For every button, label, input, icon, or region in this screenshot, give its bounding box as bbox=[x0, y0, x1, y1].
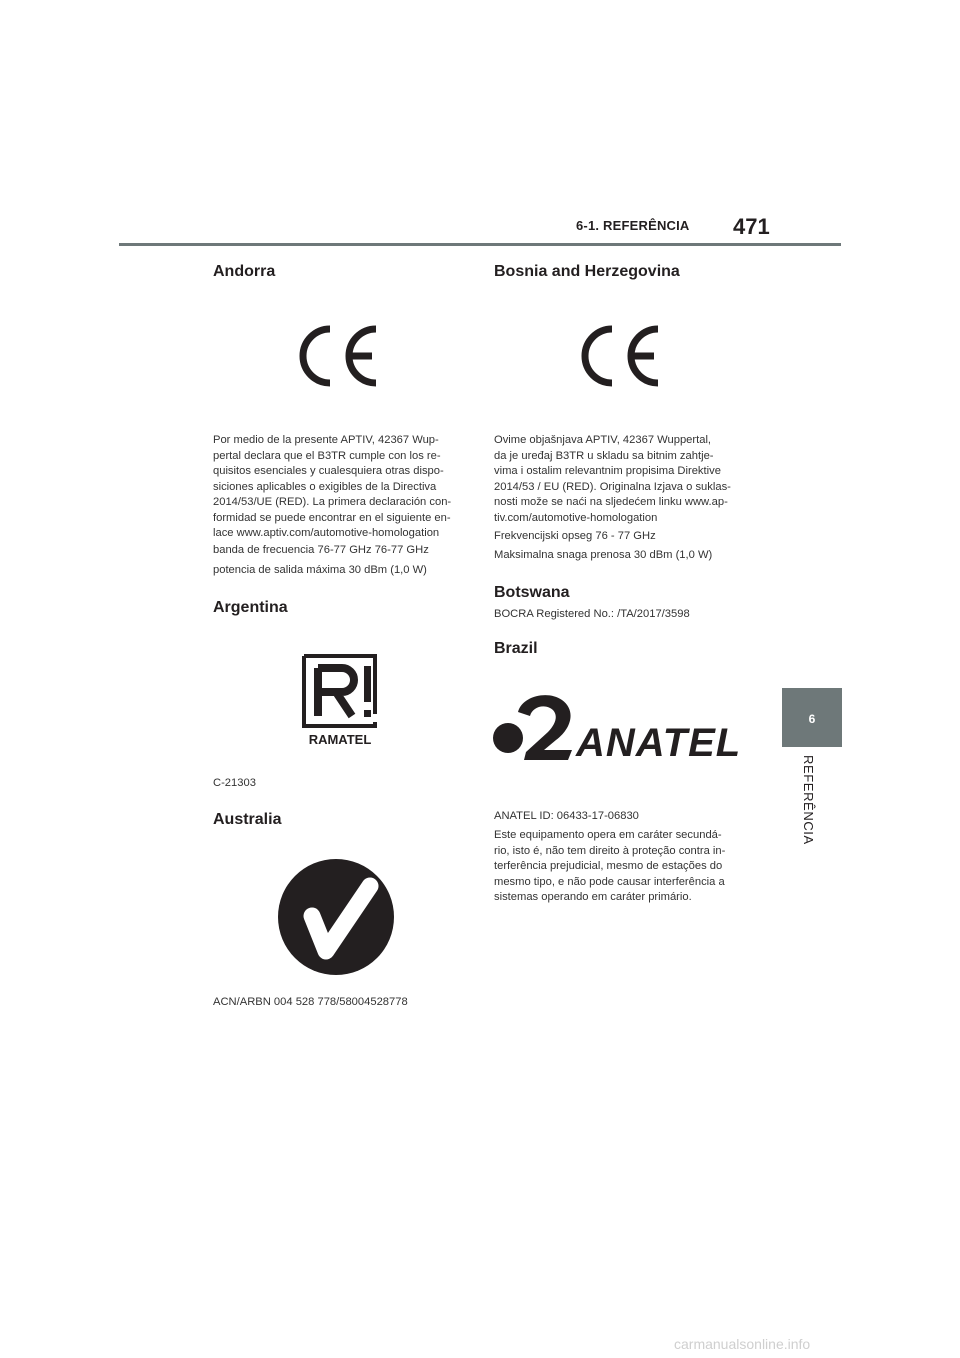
brazil-body: Este equipamento opera em caráter secundá- rio, isto é, não tem direito à proteção contra in- terferência prejudicial, mesmo de estações do mesmo tipo, e não pode causar interferência a sistemas operando em caráter primário. bbox=[494, 829, 726, 903]
chapter-tab bbox=[782, 688, 842, 747]
bosnia-heading: Bosnia and Herzegovina bbox=[494, 263, 680, 280]
svg-text:ANATEL: ANATEL bbox=[576, 721, 742, 762]
argentina-code: C-21303 bbox=[213, 777, 256, 789]
anatel-logo-icon bbox=[492, 692, 748, 762]
andorra-heading: Andorra bbox=[213, 263, 276, 280]
ce-mark-icon bbox=[576, 323, 664, 389]
page-number: 471 bbox=[733, 214, 770, 239]
botswana-heading: Botswana bbox=[494, 584, 570, 601]
svg-text:RAMATEL: RAMATEL bbox=[308, 732, 372, 747]
chapter-side-label bbox=[794, 755, 818, 875]
bosnia-power: Maksimalna snaga prenosa 30 dBm (1,0 W) bbox=[494, 549, 713, 561]
chapter-label-text: REFERÊNCIA bbox=[801, 755, 816, 845]
andorra-body: Por medio de la presente APTIV, 42367 Wup- pertal declara que el B3TR cumple con los re- quisitos esenciales y cualesquiera otras dispo- siciones aplicables o exigibles de la Directiva 2014/53/UE (RED). La primera declaración con- formidad se puede encontrar en el siguiente en- lace www.aptiv.com/automotive-homologation bbox=[213, 434, 452, 539]
watermark: carmanualsonline.info bbox=[674, 1336, 811, 1352]
australia-code: ACN/ARBN 004 528 778/58004528778 bbox=[213, 996, 408, 1008]
argentina-heading: Argentina bbox=[213, 599, 288, 616]
ramatel-r-icon bbox=[300, 652, 380, 748]
ce-mark-icon bbox=[294, 323, 382, 389]
australia-heading: Australia bbox=[213, 811, 282, 828]
rcm-check-icon bbox=[276, 858, 396, 976]
chapter-number: 6 bbox=[808, 712, 816, 726]
andorra-power: potencia de salida máxima 30 dBm (1,0 W) bbox=[213, 564, 427, 576]
header-divider bbox=[119, 243, 841, 246]
section-title: 6-1. REFERÊNCIA bbox=[576, 218, 690, 233]
andorra-frequency: banda de frecuencia 76-77 GHz 76-77 GHz bbox=[213, 544, 429, 556]
botswana-code: BOCRA Registered No.: /TA/2017/3598 bbox=[494, 608, 690, 620]
brazil-heading: Brazil bbox=[494, 640, 538, 657]
bosnia-body: Ovime objašnjava APTIV, 42367 Wuppertal, da je uređaj B3TR u skladu sa bitnim zahtje- vima i ostalim relevantnim propisima Direktive 2014/53 / EU (RED). Originalna Izjava o suklas- nosti može se naći na sljedećem linku www.ap- tiv.com/automotive-homologation bbox=[494, 434, 731, 524]
bosnia-frequency: Frekvencijski opseg 76 - 77 GHz bbox=[494, 530, 656, 542]
anatel-id: ANATEL ID: 06433-17-06830 bbox=[494, 810, 639, 822]
